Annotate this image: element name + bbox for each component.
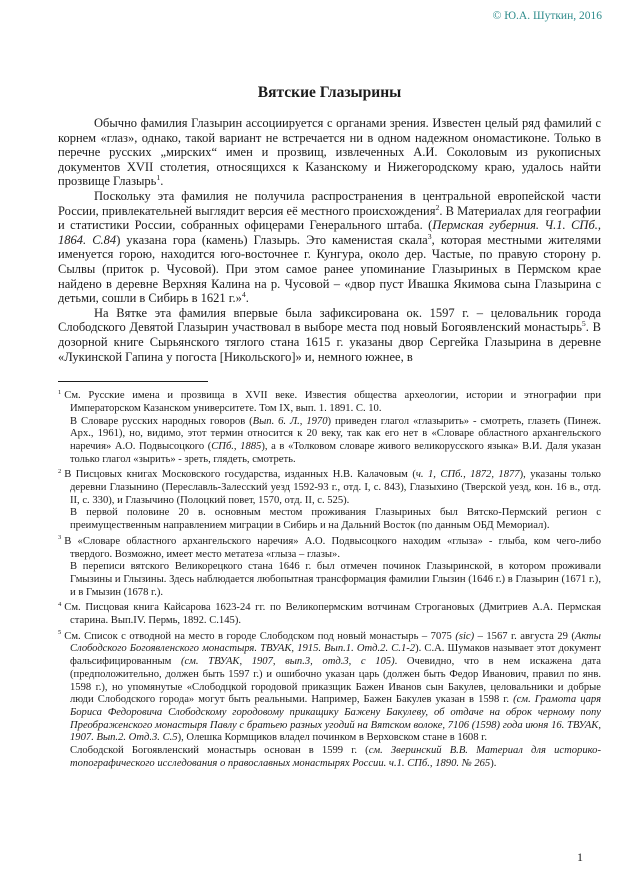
footnote-text: В Писцовых книгах Московского государства, изданных Н.В. Калачовым (ч. 1, СПб., 1872, 1877), указаны только деревни Глазынино (Переславль-Залесский уезд 1592-93 г., отд. I, с. 843), Глазыхино (Тверской уезд, кон. 16 в., отд. II, с. 330), и Глазычино (Полоцкий повет, 1570, отд. II, с. 525). [64,469,601,506]
footnote-text: В Словаре русских народных говоров (Вып. 6. Л., 1970) приведен глагол «глазырить» - смотреть, глазеть (Пинеж. Арх., 1961), но, видимо, этот термин относится к 20 веку, так как его нет в «Словаре областного архангельского наречия» А.О. Подвысоцкого (СПб., 1885), а в «Толковом словаре живого великорусского языка» В.И. Даля указан только глагол «зырить» - зреть, глядеть, смотреть. [70,415,601,465]
body-paragraph: Обычно фамилия Глазырин ассоциируется с органами зрения. Известен целый ряд фамилий с корнем «глаз», однако, такой вариант не встречается ни в одном надежном ономастиконе. Только в перечне русских „мирских“ имен и прозвищ, извлеченных А.И. Соколовым из рукописных документов XVII столетия, относящихся к Казанскому и Нижегородскому краю, удалось найти прозвище Глазырь$^1$. [58,116,601,189]
body-paragraph: Поскольку эта фамилия не получила распространения в центральной европейской части России, привлекательней выглядит версия её местного происхождения$^2$. В Материалах для географии и статистики России, собранных офицерами Генерального штаба. (Пермская губерния. Ч.1. СПб., 1864. С.84) указана гора (камень) Глазырь. Это каменистая скала$^3$, которая местными жителями именуется горою, находится юго-восточнее г. Кунгура, около дер. Частые, по правую сторону р. Сылвы (приток р. Чусовой). При этом самое ранее упоминание Глазыриных в Пермском крае найдено в деревне Верхняя Калина на р. Чусовой – «двор пуст Ивашка Якимова сына Глазырина с детьми, сошли в Сибирь в 1621 г.»$^4$. [58,188,602,306]
footnote-number: 4 [58,600,62,608]
copyright-notice: © Ю.А. Шуткин, 2016 [492,10,602,22]
footnote-text: См. Список с отводной на место в городе Слободском под новый монастырь – 7075 (sic) – 1567 г. августа 29 (Акты Слободского Богоявленского монастыря. ТВУАК, 1915. Вып.1. Отд.2. С.1-2). С.А. Шумаков называет этот документ фальсифицированным (см. ТВУАК, 1907, вып.3, отд.3, с 105). Очевидно, что в нем искажена дата (предположительно, должен быть 1597 г.) и ошибочно указан царь (должен быть Федор Иванович, правил по янв. 1598 г.), но упомянутые «Слободцкой городовой приказщик Бажен Иванов сын Бакулев, целовальники и добрые люди Слободского города» могут быть реальными. Например, Бажен Бакулев указан в 1598 г. (см. Грамота царя Бориса Федоровича Слободскому городовому прикащику Бажену Бакулеву, об отдаче на оброк черному попу Преображенского монастыря Павлу с братьею разных угодий на Вятском волоке, 7106 (1598) года июня 16. ТВУАК, 1907. Вып.2. Отд.3. С.5), Олешка Кормщиков владел починком в Верховском стане в 1608 г. [64,630,602,744]
footnote-number: 2 [58,467,62,475]
footnote [58,631,601,771]
footnote-text: В первой половине 20 в. основным местом проживания Глазыриных был Вятско-Пермский регион с преимущественным направлением миграции в Сибирь и на Дальний Восток (по данным ОБД Мемориал). [70,507,601,532]
footnote [58,536,601,600]
footnote-text: В переписи вятского Великорецкого стана 1646 г. был отмечен починок Глазыринской, в котором проживали Гмызины и Глызины. Здесь наблюдается любопытная трансформация фамилии Глызин (1646 г.) в Глазырин (1671 г.), и в Гмызин (1678 г.). [70,561,601,598]
footnote [58,469,601,533]
footnote-text: См. Писцовая книга Кайсарова 1623-24 гг. по Великопермским вотчинам Строгановых (Дмитриев А.А. Пермская старина. Вып.IV. Пермь, 1892. С.145). [64,602,601,627]
footnote-text: Слободской Богоявленский монастырь основан в 1599 г. (см. Зверинский В.В. Материал для историко-топографического исследования о православных монастырях России. ч.1. СПб., 1890. № 265). [70,745,601,769]
footnote [58,602,601,627]
document-body [58,116,601,364]
footnote-number: 1 [58,388,62,396]
footnote-number: 3 [58,534,62,542]
footnote-separator [58,381,208,382]
footnote [58,390,601,466]
footnote-text: В «Словаре областного архангельского наречия» А.О. Подвысоцкого находим «глыза» - глыба, ком чего-либо твердого. Возможно, имеет место метатеза «глыза – глазы». [64,535,601,560]
document-title: Вятские Глазырины [257,84,402,101]
footnote-text: См. Русские имена и прозвища в XVII веке. Известия общества археологии, истории и этнографии при Императорском Казанском университете. Том IX, вып. 1. 1891. С. 10. [64,390,601,414]
body-paragraph: На Вятке эта фамилия впервые была зафиксирована ок. 1597 г. – целовальник города Слободского Девятой Глазырин участвовал в выборе места под новый Богоявленский монастырь$^5$. В дозорной книге Сырьянского тяглого стана 1615 г. указаны двор Сергейка Глазырина в деревне «Лукинской Гапина у погоста [Никольского]» и, немного южнее, в [58,305,601,364]
footnote-number: 5 [58,629,62,637]
footnotes-section [58,390,601,770]
page-number: 1 [577,850,583,864]
